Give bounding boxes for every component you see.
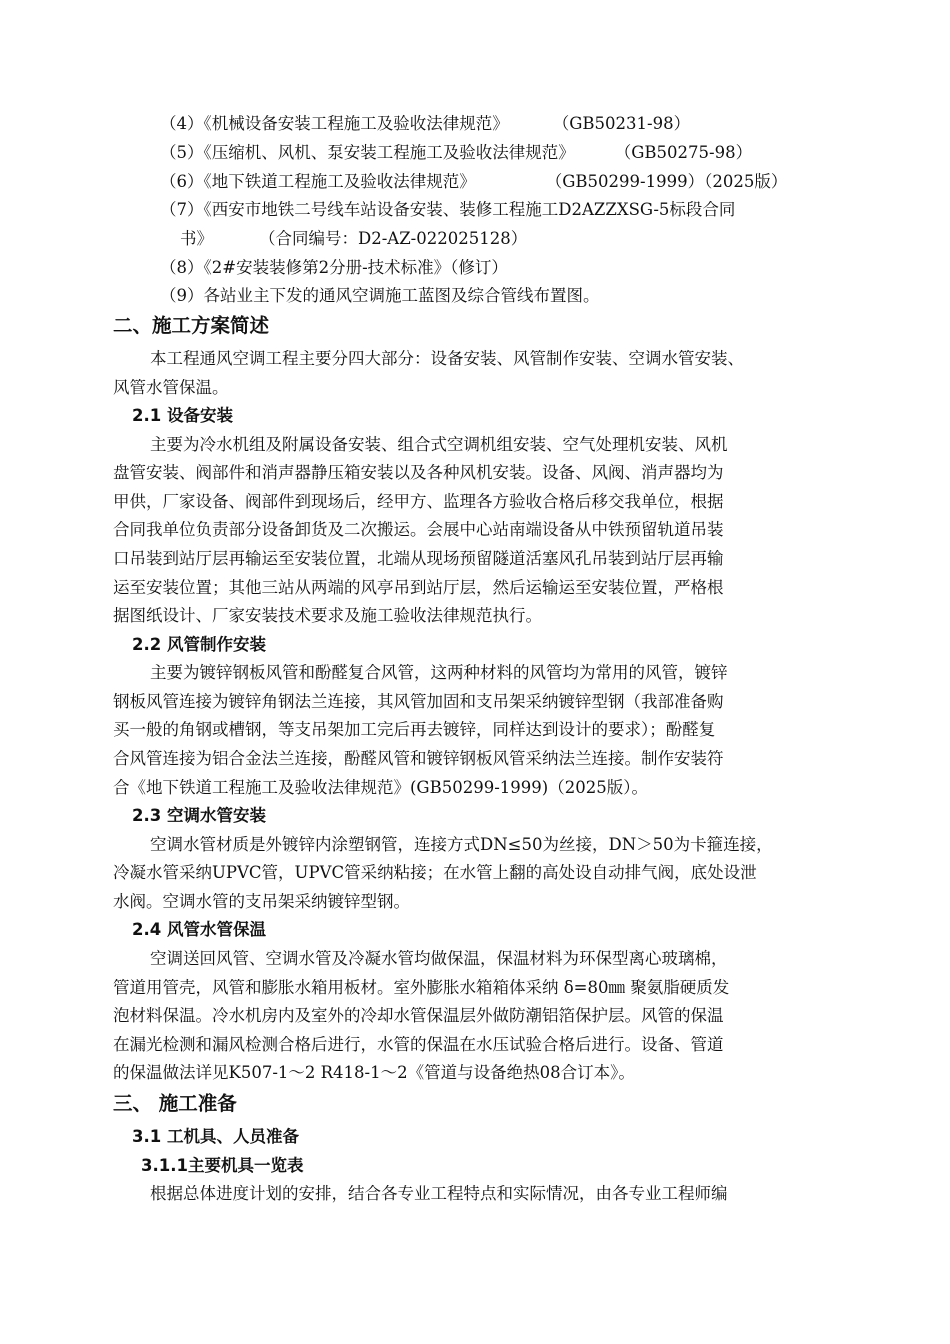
- paragraph-line: 主要为冷水机组及附属设备安装、组合式空调机组安装、空气处理机安装、风机: [150, 435, 728, 454]
- paragraph-line: 据图纸设计、厂家安装技术要求及施工验收法律规范执行。: [113, 606, 542, 625]
- reference-code: （GB50231-98）: [552, 114, 691, 133]
- reference-title-continued: 书》: [180, 229, 213, 248]
- paragraph-line: 口吊装到站厅层再输运至安装位置，北端从现场预留隧道活塞风孔吊装到站厅层再输: [113, 549, 724, 568]
- subsection-2-1-heading: 2.1 设备安装: [132, 406, 233, 425]
- reference-item-9: [160, 286, 600, 306]
- section-2-heading: 二、施工方案简述: [113, 314, 270, 337]
- reference-item-8: [160, 258, 508, 278]
- reference-title: （9）各站业主下发的通风空调施工蓝图及综合管线布置图。: [160, 286, 600, 305]
- paragraph-line: 运至安装位置；其他三站从两端的风亭吊到站厅层，然后运输运至安装位置，严格根: [113, 578, 724, 597]
- subsection-3-1-heading: 3.1 工机具、人员准备: [132, 1127, 299, 1146]
- paragraph-line: 在漏光检测和漏风检测合格后进行，水管的保温在水压试验合格后进行。设备、管道: [113, 1035, 724, 1054]
- reference-code: （GB50299-1999）（2025版）: [545, 172, 788, 191]
- reference-code: （GB50275-98）: [614, 143, 753, 162]
- reference-item-7: [160, 200, 735, 220]
- paragraph-line: 合风管连接为铝合金法兰连接，酚醛风管和镀锌钢板风管采纳法兰连接。制作安装符: [113, 749, 724, 768]
- section-2-intro-line: 风管水管保温。: [113, 378, 229, 397]
- paragraph-line: 主要为镀锌钢板风管和酚醛复合风管，这两种材料的风管均为常用的风管，镀锌: [150, 663, 728, 682]
- subsection-2-4-heading: 2.4 风管水管保温: [132, 920, 266, 939]
- paragraph-line: 水阀。空调水管的支吊架采纳镀锌型钢。: [113, 892, 410, 911]
- paragraph-line: 买一般的角钢或槽钢，等支吊架加工完后再去镀锌，同样达到设计的要求）；酚醛复: [113, 720, 716, 739]
- paragraph-line: 根据总体进度计划的安排，结合各专业工程特点和实际情况，由各专业工程师编: [150, 1184, 728, 1203]
- paragraph-line: 的保温做法详见K507-1～2 R418-1～2《管道与设备绝热08合订本》。: [113, 1063, 635, 1082]
- paragraph-line: 泡材料保温。冷水机房内及室外的冷却水管保温层外做防潮铝箔保护层。风管的保温: [113, 1006, 724, 1025]
- paragraph-line: 钢板风管连接为镀锌角钢法兰连接，其风管加固和支吊架采纳镀锌型钢（我部准备购: [113, 692, 724, 711]
- subsection-2-2-heading: 2.2 风管制作安装: [132, 635, 266, 654]
- subsection-2-3-heading: 2.3 空调水管安装: [132, 806, 266, 825]
- paragraph-line: 合《地下铁道工程施工及验收法律规范》(GB50299-1999)（2025版）。: [113, 778, 648, 797]
- reference-item-7-continued: [180, 229, 527, 249]
- subsection-3-1-1-heading: 3.1.1主要机具一览表: [141, 1156, 304, 1175]
- paragraph-line: 甲供，厂家设备、阀部件到现场后，经甲方、监理各方验收合格后移交我单位，根据: [113, 492, 724, 511]
- reference-code: （合同编号：D2-AZ-022025128）: [259, 229, 528, 248]
- reference-item-6: [160, 172, 787, 192]
- paragraph-line: 合同我单位负责部分设备卸货及二次搬运。会展中心站南端设备从中铁预留轨道吊装: [113, 520, 724, 539]
- section-3-heading: 三、 施工准备: [113, 1092, 237, 1115]
- reference-title: （6）《地下铁道工程施工及验收法律规范》: [160, 172, 476, 191]
- paragraph-line: 空调送回风管、空调水管及冷凝水管均做保温，保温材料为环保型离心玻璃棉，: [150, 949, 728, 968]
- reference-title: （7）《西安市地铁二号线车站设备安装、装修工程施工D2AZZXSG-5标段合同: [160, 200, 736, 219]
- paragraph-line: 盘管安装、阀部件和消声器静压箱安装以及各种风机安装。设备、风阀、消声器均为: [113, 463, 724, 482]
- reference-item-5: [160, 143, 752, 163]
- paragraph-line: 冷凝水管采纳UPVC管，UPVC管采纳粘接；在水管上翻的高处设自动排气阀，底处设泄: [113, 863, 757, 882]
- section-2-intro-line: 本工程通风空调工程主要分四大部分：设备安装、风管制作安装、空调水管安装、: [150, 349, 744, 368]
- reference-item-4: [160, 114, 690, 134]
- reference-title: （4）《机械设备安装工程施工及验收法律规范》: [160, 114, 509, 133]
- reference-title: （5）《压缩机、风机、泵安装工程施工及验收法律规范》: [160, 143, 575, 162]
- paragraph-line: 空调水管材质是外镀锌内涂塑钢管，连接方式DN≤50为丝接，DN＞50为卡箍连接，: [150, 835, 773, 854]
- reference-title: （8）《2#安装装修第2分册-技术标准》（修订）: [160, 258, 508, 277]
- paragraph-line: 管道用管壳，风管和膨胀水箱用板材。室外膨胀水箱箱体采纳 δ=80㎜ 聚氨脂硬质发: [113, 978, 730, 997]
